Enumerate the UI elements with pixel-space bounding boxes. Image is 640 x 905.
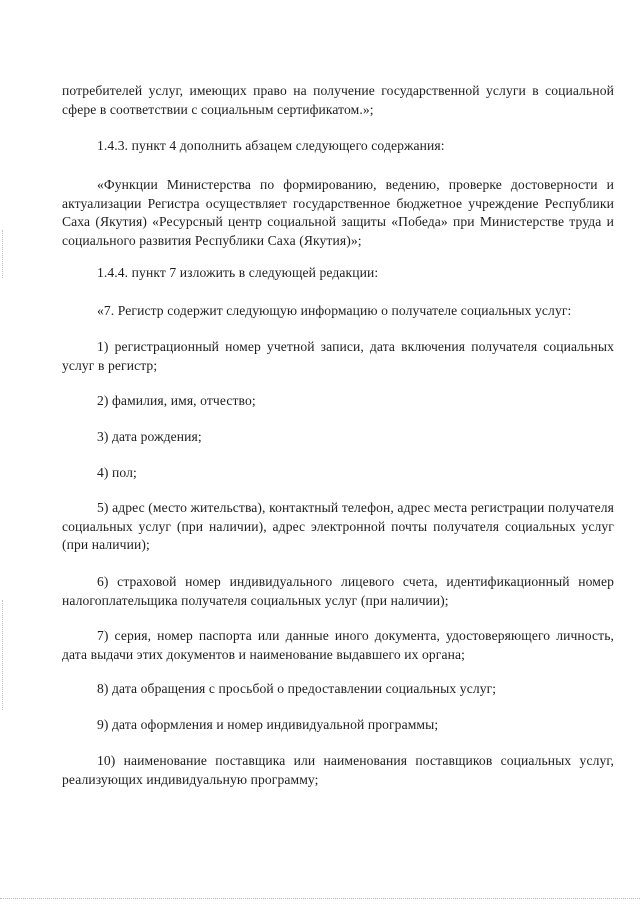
scan-bottom-edge: [0, 898, 640, 899]
list-item-7: 7) серия, номер паспорта или данные иного документа, удостоверяющего личность, дата выдачи этих документов и наименование выдавшего их органа;: [62, 628, 614, 662]
list-item-8: 8) дата обращения с просьбой о предоставлении социальных услуг;: [97, 681, 497, 696]
scan-edge-marks: [2, 600, 6, 710]
paragraph-1-4-3: 1.4.3. пункт 4 дополнить абзацем следующего содержания:: [97, 138, 445, 153]
list-item-10: 10) наименование поставщика или наименования поставщиков социальных услуг, реализующих индивидуальную программу;: [62, 753, 614, 787]
list-item-4: 4) пол;: [97, 465, 137, 480]
list-item-5: 5) адрес (место жительства), контактный телефон, адрес места регистрации получателя социальных услуг (при наличии), адрес электронной почты получателя социальных услуг (при наличии);: [62, 500, 614, 552]
list-item-2: 2) фамилия, имя, отчество;: [97, 393, 256, 408]
paragraph-1-4-4: 1.4.4. пункт 7 изложить в следующей редакции:: [97, 265, 379, 280]
list-item-9: 9) дата оформления и номер индивидуальной программы;: [97, 717, 439, 732]
list-item-3: 3) дата рождения;: [97, 429, 202, 444]
paragraph-continuation: потребителей услуг, имеющих право на получение государственной услуги в социальной сфере в соответствии с социальным сертификатом.»;: [62, 83, 614, 117]
paragraph-item-7: «7. Регистр содержит следующую информацию о получателе социальных услуг:: [97, 303, 572, 318]
list-item-1: 1) регистрационный номер учетной записи, дата включения получателя социальных услуг в регистр;: [62, 339, 614, 373]
scan-edge-marks: [2, 230, 6, 278]
paragraph-functions: «Функции Министерства по формированию, ведению, проверке достоверности и актуализации Регистра осуществляет государственное бюджетное учреждение Республики Саха (Якутия) «Ресурсный центр социальной защиты «Победа» при Министерстве труда и социального развития Республики Саха (Якутия)»;: [62, 177, 614, 248]
list-item-6: 6) страховой номер индивидуального лицевого счета, идентификационный номер налогоплательщика получателя социальных услуг (при наличии);: [62, 574, 614, 608]
